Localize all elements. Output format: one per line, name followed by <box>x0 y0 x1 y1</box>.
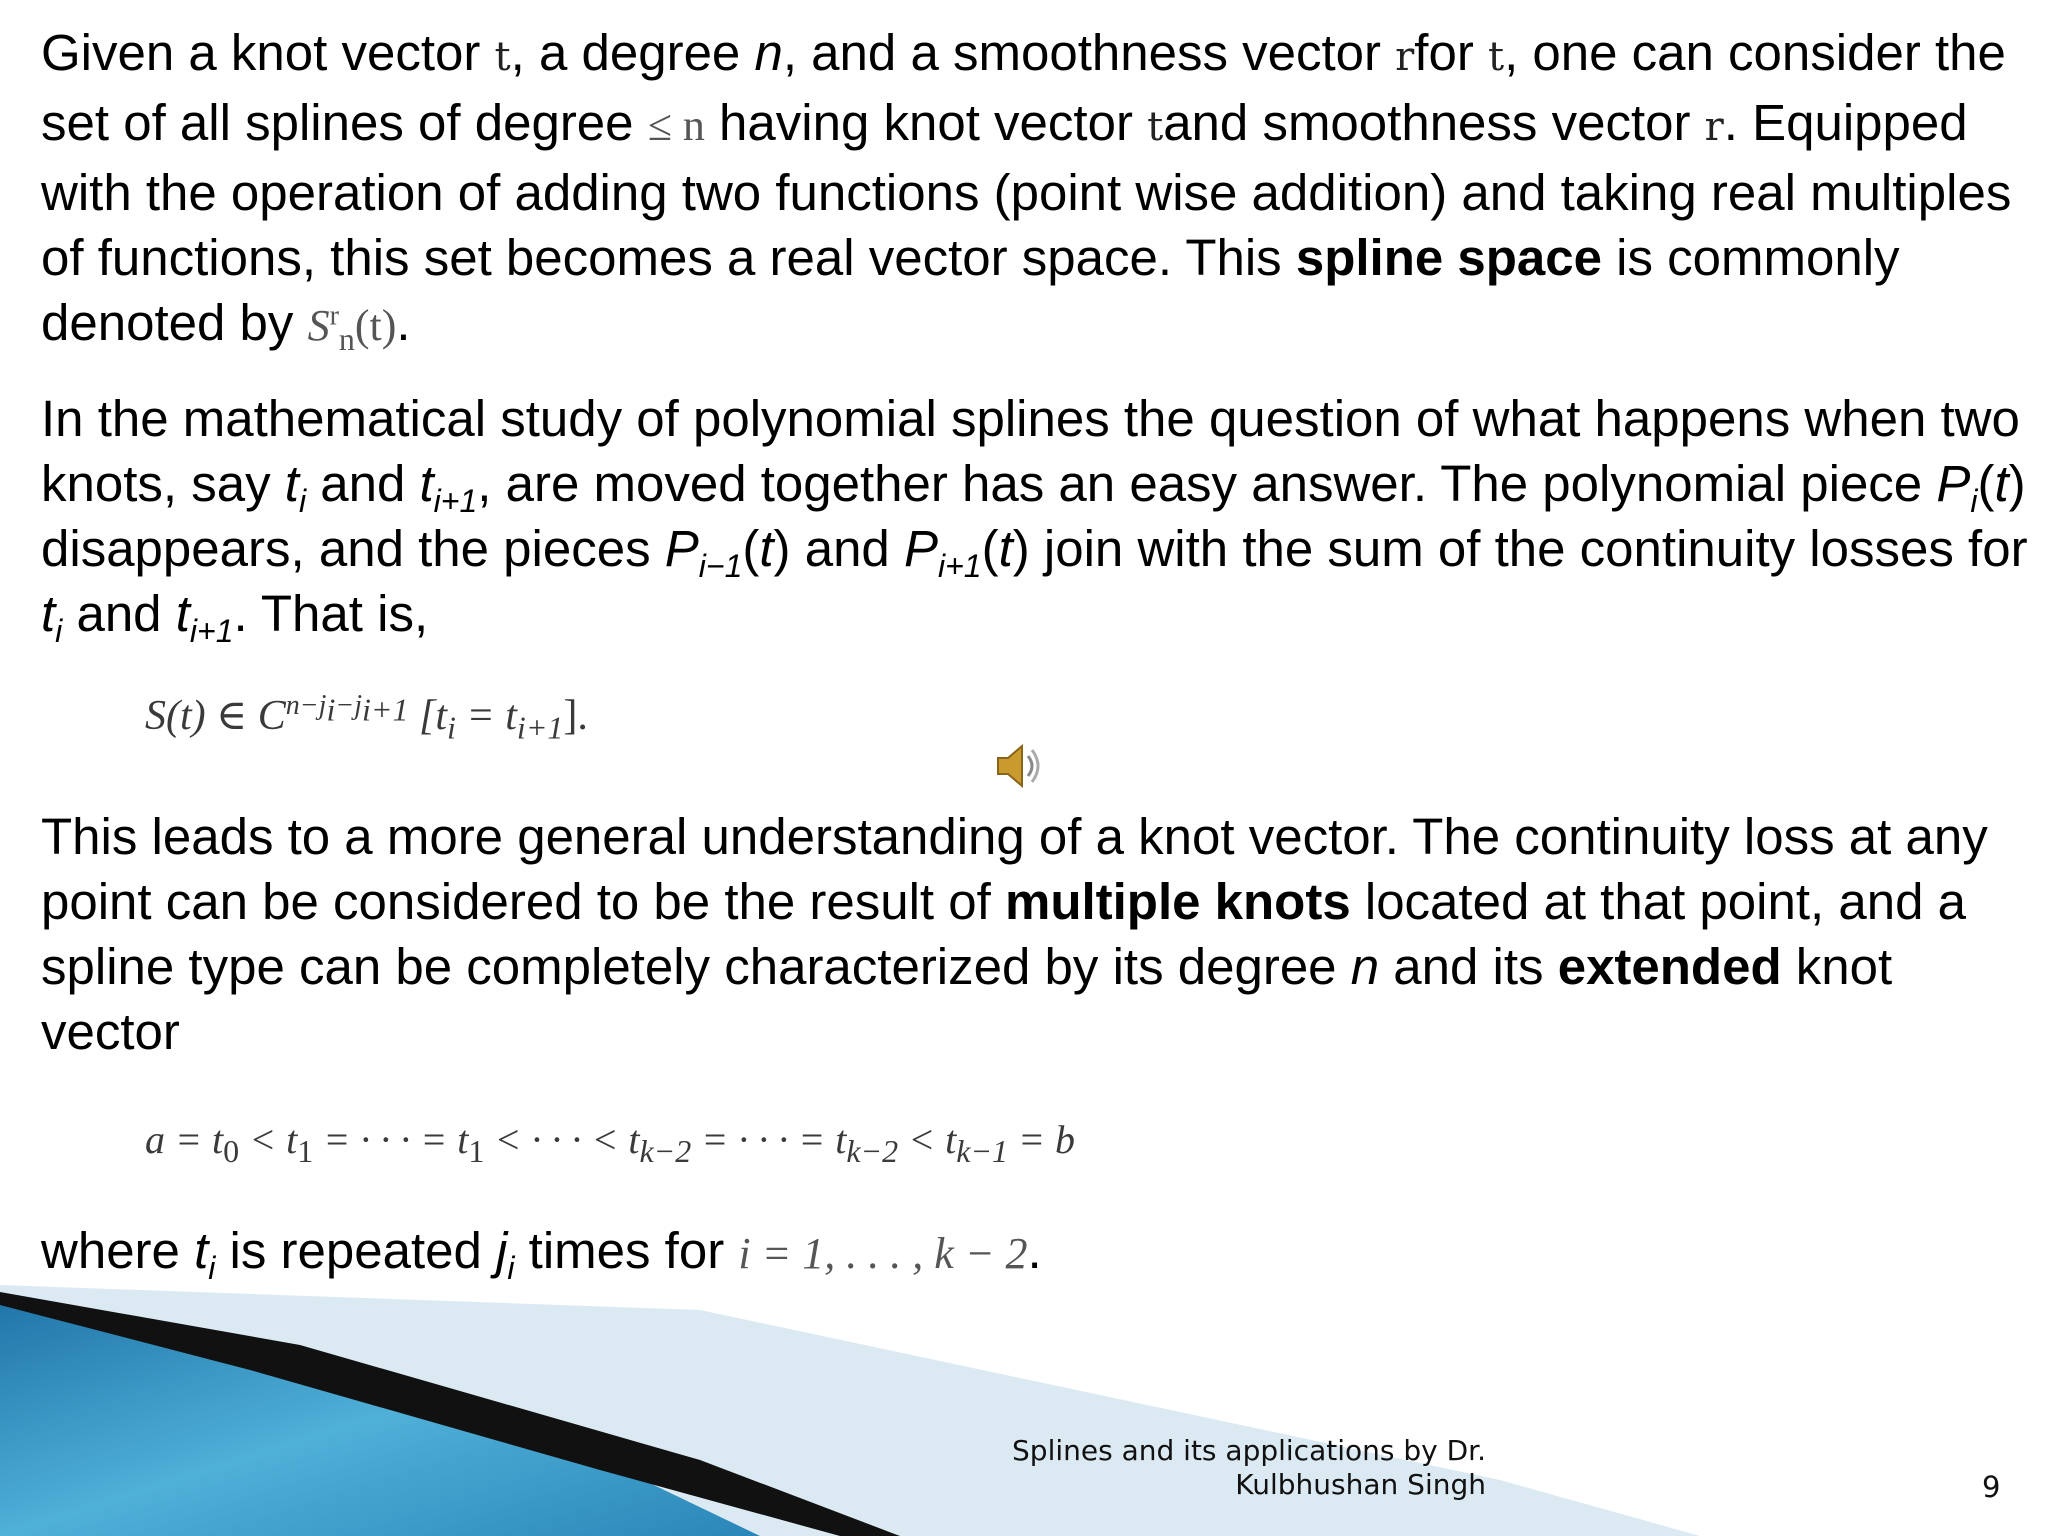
paragraph-repetition: where $t_i$ is repeated $j_i$ times for i = 1, . . . , k − 2. <box>41 1222 1042 1287</box>
continuity-equation: S(t) ∈ $C^{n-j_i-j_{i+1}}$ $[t_i = t_{i+1}]$. <box>145 690 588 746</box>
page-number: 9 <box>1982 1470 2001 1504</box>
paragraph-extended-knot-vector: This leads to a more general understanding of a knot vector. The continuity loss at any point can be considered to be the result of multiple knots located at that point, and a spline type can be completely characterized by its degree n and its extended knot vector <box>41 808 1988 1060</box>
spline-space-notation: $S^r_n(t)$ <box>307 300 397 357</box>
term-multiple-knots: multiple knots <box>1004 873 1351 930</box>
footer-credit: Splines and its applications by Dr. Kulbhushan Singh <box>1012 1434 1486 1501</box>
term-extended: extended <box>1557 938 1782 995</box>
index-range: i = 1, . . . , k − 2 <box>738 1229 1028 1278</box>
extended-knot-vector-equation: $a = t_0 < t_1$ = · · · = $t_1$ < · · · < $t_{k-2}$ = · · · = $t_{k-2} < t_{k-1} = b$ <box>145 1117 1076 1169</box>
paragraph-knot-merging: In the mathematical study of polynomial splines the question of what happens when two knots, say $t_i$ and $t_{i+1}$, are moved together has an easy answer. The polynomial piece $P_i(t)$ disappears, and the pieces $P_{i-1}(t)$ and $P_{i+1}(t)$ join with the sum of the continuity losses for $t_i$ and $t_{i+1}$. That is, <box>41 390 2028 650</box>
term-spline-space: spline space <box>1295 229 1602 286</box>
speaker-icon[interactable] <box>992 738 1048 794</box>
paragraph-spline-space: Given a knot vector t, a degree n, and a smoothness vector rfor t, one can consider the set of all splines of degree ≤ n having knot vector tand smoothness vector r. Equipped with the operation of adding two functions (point wise addition) and taking real multiples of functions, this set becomes a real vector space. This spline space is commonly denoted by $S^r_n(t)$. <box>41 24 2012 357</box>
